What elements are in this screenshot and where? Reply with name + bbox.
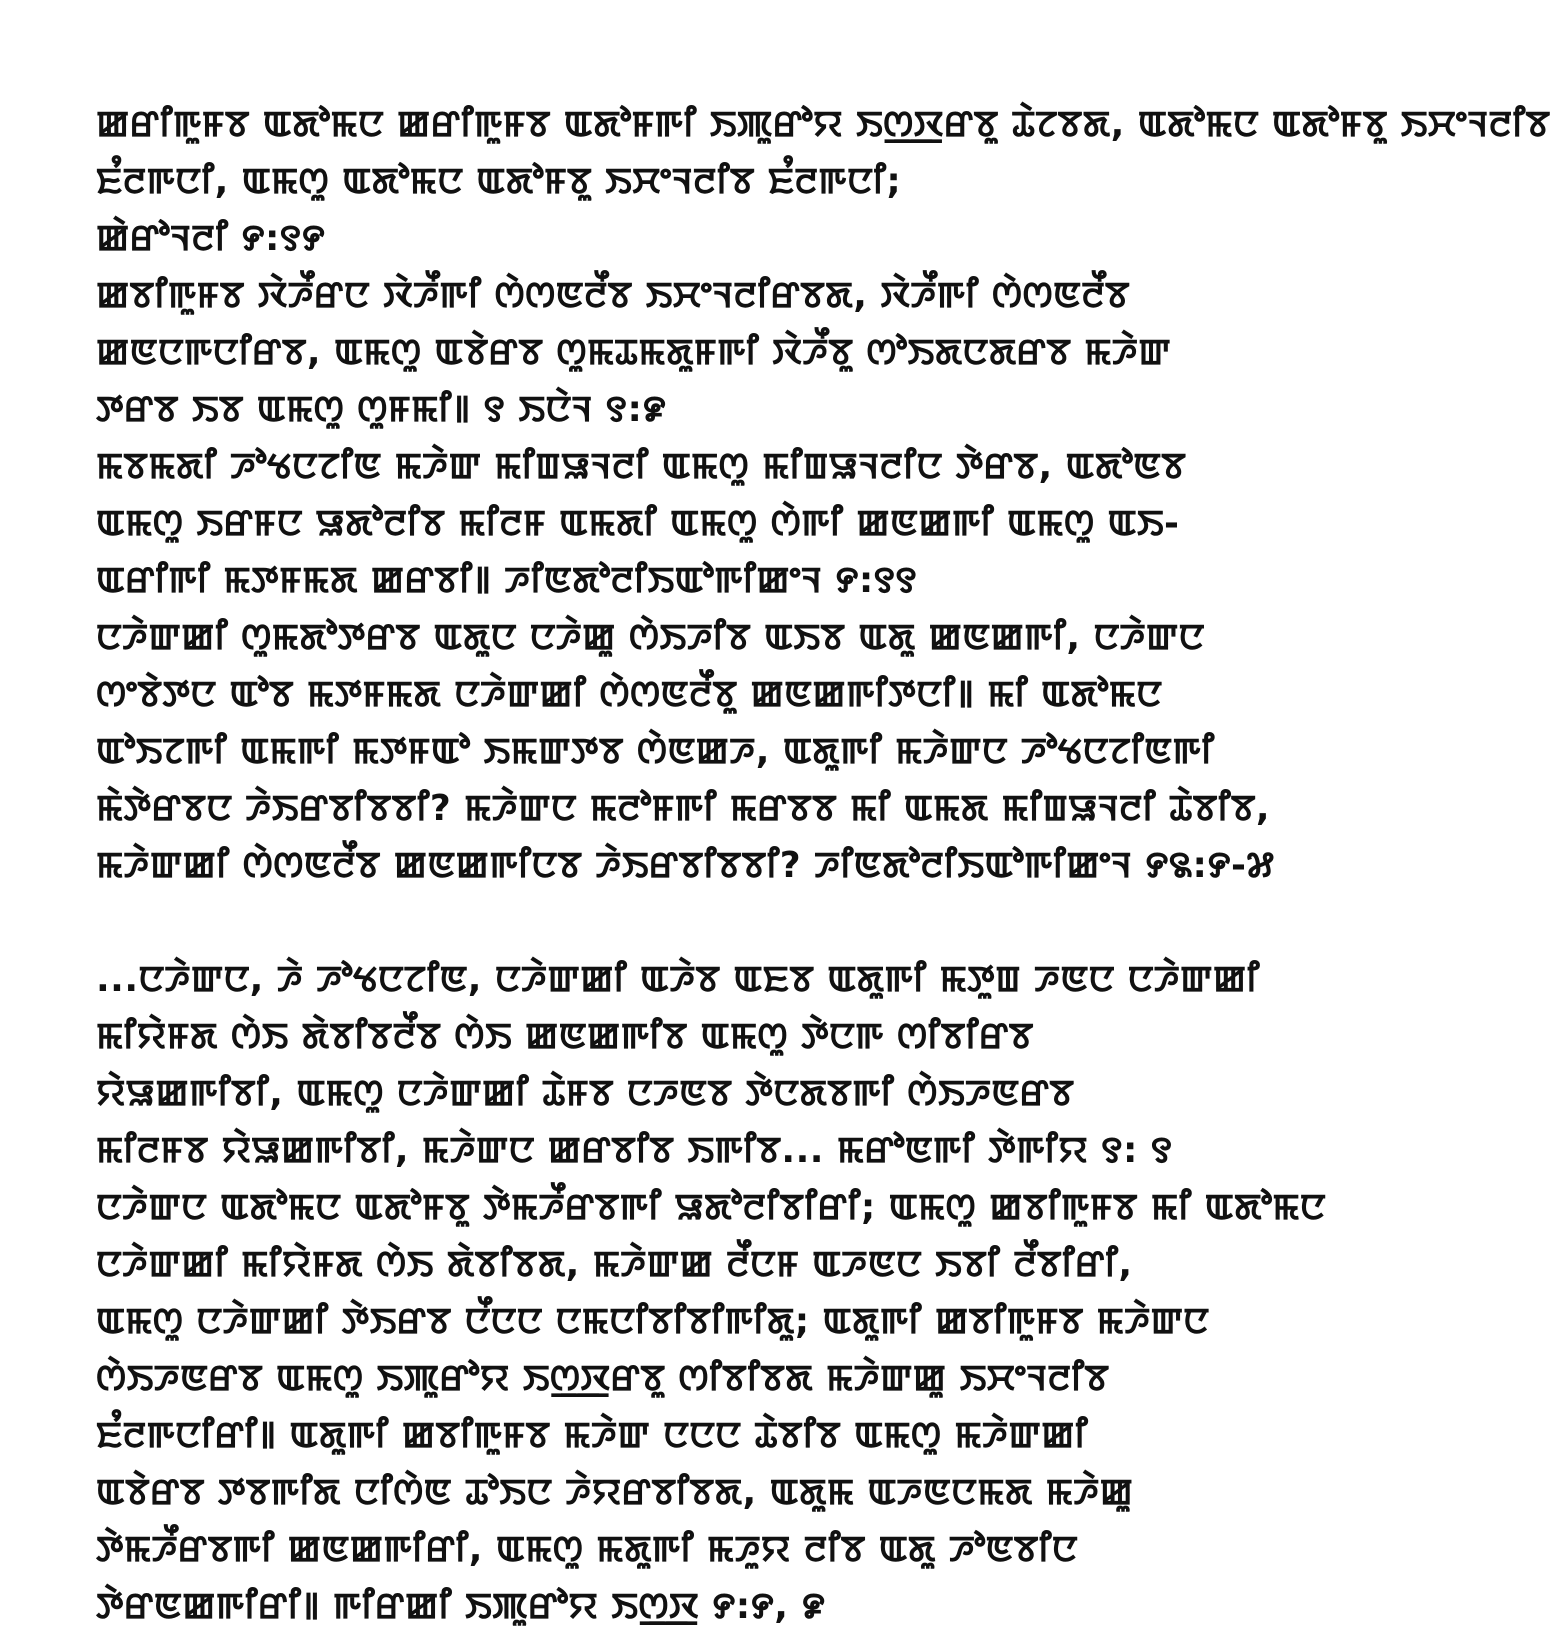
- text-line: ꯇꯥꯃꯍꯩꯔꯕꯒꯤ ꯀꯟꯀꯒꯤꯔꯤ, ꯑꯃꯁꯨ ꯃꯗꯨꯒꯤ ꯃꯍꯨꯌ ꯂꯤꯕ ꯑꯗꯨ ꯍꯣꯟꯕꯤꯅ: [96, 1529, 1078, 1570]
- text-line: ꯀꯟꯅꯒꯅꯤꯔꯕ, ꯑꯃꯁꯨ ꯑꯕꯥꯔꯕ ꯁꯨꯃꯊꯃꯗꯨꯝꯒꯤ ꯋꯥꯍꯩꯕꯨ ꯁꯣꯏꯗꯅꯗꯔꯕ ꯃꯍꯥꯛ: [96, 332, 1171, 373]
- text-line: ꯅꯍꯥꯛꯀꯤ ꯃꯤꯌꯥꯝꯗ ꯁꯥꯏ ꯗꯥꯕꯤꯕꯗ, ꯃꯍꯥꯛꯀ ꯂꯩꯅꯝ ꯑꯍꯟꯅ ꯏꯕꯤ ꯂꯩꯕꯤꯔꯤ,: [96, 1244, 1133, 1285]
- text-line: ꯃꯕꯃꯗꯤ ꯍꯣꯠꯅꯖꯤꯟ ꯃꯍꯥꯛ ꯃꯤꯡꯎꯜꯂꯤ ꯑꯃꯁꯨ ꯃꯤꯡꯎꯜꯂꯤꯅ ꯇꯥꯔꯕ, ꯑꯗꯣꯟꯕ: [96, 446, 1187, 487]
- text-line: ꯇꯔꯕ ꯏꯕ ꯑꯃꯁꯨ ꯁꯨꯝꯃꯤ꯫ ꯱ ꯏꯅꯥꯜ ꯱:꯹: [96, 389, 667, 430]
- text-line: ꯐꯪꯂꯒꯅꯤꯔꯤ꯫ ꯑꯗꯨꯒꯤ ꯀꯕꯤꯒꯨꯝꯕ ꯃꯍꯥꯛ ꯅꯅꯅ ꯊꯥꯕꯤꯕ ꯑꯃꯁꯨ ꯃꯍꯥꯛꯀꯤ: [96, 1415, 1089, 1456]
- text-line: ꯁꯥꯏꯍꯟꯔꯕ ꯑꯃꯁꯨ ꯏꯄꯨꯔꯣꯌ ꯏꯁ꯭ꯋꯔꯕꯨ ꯁꯤꯕꯤꯕꯗ ꯃꯍꯥꯛꯀꯨ ꯏꯆꯦꯜꯂꯤꯕ: [96, 1358, 1110, 1399]
- text-column: [96, 96, 1550, 1635]
- text-line: ꯑꯣꯏꯖꯒꯤ ꯑꯃꯒꯤ ꯃꯇꯝꯑꯣ ꯏꯃꯛꯇꯕ ꯁꯥꯟꯀꯍ, ꯑꯗꯨꯒꯤ ꯃꯍꯥꯛꯅ ꯍꯣꯠꯅꯖꯤꯟꯒꯤ: [96, 731, 1215, 772]
- text-line: ꯑꯔꯤꯒꯤ ꯃꯇꯝꯃꯗ ꯀꯔꯕꯤ꯫ ꯍꯤꯟꯗꯣꯂꯤꯏꯑꯣꯒꯤꯀꯦꯜ ꯸:꯱꯱: [96, 560, 918, 601]
- text-line: ꯅꯍꯥꯛꯀꯤ ꯁꯨꯃꯗꯣꯇꯔꯕ ꯑꯗꯨꯅ ꯅꯍꯥꯀꯨ ꯁꯥꯏꯍꯤꯕ ꯑꯏꯕ ꯑꯗꯨ ꯀꯟꯀꯒꯤ, ꯅꯍꯥꯛꯅ: [96, 617, 1205, 658]
- text-line: ꯁꯦꯕꯥꯇꯅ ꯑꯣꯕ ꯃꯇꯝꯃꯗ ꯅꯍꯥꯛꯀꯤ ꯁꯥꯁꯟꯂꯩꯕꯨ ꯀꯟꯀꯒꯤꯇꯅꯤ꯫ ꯃꯤ ꯑꯗꯣꯃꯅ: [96, 674, 1163, 715]
- text-line: ꯀꯔꯤꯒꯨꯝꯕ ꯑꯗꯣꯃꯅ ꯀꯔꯤꯒꯨꯝꯕ ꯑꯗꯣꯝꯒꯤ ꯏꯄꯨꯔꯣꯌ ꯏꯁ꯭ꯋꯔꯕꯨ ꯊꯥꯖꯕꯗ, ꯑꯗꯣꯃꯅ ꯑꯗꯣꯝꯕꯨ ꯏꯆꯦꯜꯂꯤꯕ: [96, 104, 1550, 145]
- text-line: ...ꯅꯍꯥꯛꯅ, ꯍꯥ ꯍꯣꯠꯅꯖꯤꯟ, ꯅꯍꯥꯛꯀꯤ ꯑꯍꯥꯕ ꯑꯐꯕ ꯑꯗꯨꯒꯤ ꯃꯇꯨꯡ ꯍꯟꯅ ꯅꯍꯥꯛꯀꯤ: [96, 959, 1260, 1000]
- text-line: ꯅꯍꯥꯛꯅ ꯑꯗꯣꯃꯅ ꯑꯗꯣꯝꯕꯨ ꯇꯥꯃꯍꯩꯔꯕꯒꯤ ꯎꯗꯣꯂꯤꯕꯤꯔꯤ; ꯑꯃꯁꯨ ꯀꯕꯤꯒꯨꯝꯕ ꯃꯤ ꯑꯗꯣꯃꯅ: [96, 1187, 1326, 1228]
- text-line: ꯌꯥꯎꯀꯒꯤꯕꯤ, ꯑꯃꯁꯨ ꯅꯍꯥꯛꯀꯤ ꯊꯥꯝꯕ ꯅꯍꯟꯕ ꯇꯥꯅꯗꯕꯒꯤ ꯁꯥꯏꯍꯟꯔꯕ: [96, 1073, 1075, 1114]
- text-line: ꯀꯕꯤꯒꯨꯝꯕ ꯋꯥꯍꯩꯔꯅ ꯋꯥꯍꯩꯒꯤ ꯁꯥꯁꯟꯂꯩꯕ ꯏꯆꯦꯜꯂꯤꯔꯕꯗ, ꯋꯥꯍꯩꯒꯤ ꯁꯥꯁꯟꯂꯩꯕ: [96, 275, 1130, 316]
- text-line: ꯀꯥꯔꯣꯜꯂꯤ ꯸:꯱꯸: [96, 218, 326, 259]
- text-line: ꯃꯤꯌꯥꯝꯗ ꯁꯥꯏ ꯗꯥꯕꯤꯕꯂꯩꯕ ꯁꯥꯏ ꯀꯟꯀꯒꯤꯕ ꯑꯃꯁꯨ ꯇꯥꯅꯒ ꯁꯤꯕꯤꯔꯕ: [96, 1016, 1034, 1057]
- text-line: ꯑꯕꯥꯔꯕ ꯇꯕꯒꯤꯗ ꯅꯤꯁꯥꯟ ꯊꯣꯏꯅ ꯍꯥꯌꯔꯕꯤꯕꯗ, ꯑꯗꯨꯃ ꯑꯍꯟꯅꯃꯗ ꯃꯍꯥꯀꯨ: [96, 1472, 1134, 1513]
- text-line: ꯇꯥꯔꯟꯀꯒꯤꯔꯤ꯫ ꯒꯤꯔꯀꯤ ꯏꯄꯨꯔꯣꯌ ꯏꯁ꯭ꯋ ꯸:꯸, ꯹: [96, 1586, 826, 1627]
- text-line: ꯐꯪꯂꯒꯅꯤ, ꯑꯃꯁꯨ ꯑꯗꯣꯃꯅ ꯑꯗꯣꯝꯕꯨ ꯏꯆꯦꯜꯂꯤꯕ ꯐꯪꯂꯒꯅꯤ;: [96, 161, 902, 202]
- paragraph-gap: [96, 894, 1186, 951]
- text-line: ꯃꯥꯇꯥꯔꯕꯅ ꯍꯥꯏꯔꯕꯤꯕꯕꯤ? ꯃꯍꯥꯛꯅ ꯃꯂꯣꯝꯒꯤ ꯃꯔꯕꯕ ꯃꯤ ꯑꯃꯗ ꯃꯤꯡꯎꯜꯂꯤ ꯊꯥꯕꯤꯕ,: [96, 788, 1271, 829]
- text-line: ꯃꯤꯂꯝꯕ ꯌꯥꯎꯀꯒꯤꯕꯤ, ꯃꯍꯥꯛꯅ ꯀꯔꯕꯤꯕ ꯏꯒꯤꯕ... ꯃꯔꯣꯟꯒꯤ ꯇꯥꯒꯤꯌ ꯱: ꯱: [96, 1130, 1173, 1171]
- text-line: ꯑꯃꯁꯨ ꯅꯍꯥꯛꯀꯤ ꯇꯥꯏꯔꯕ ꯅꯩꯅꯅ ꯅꯃꯅꯤꯕꯤꯕꯤꯒꯤꯗꯨ; ꯑꯗꯨꯒꯤ ꯀꯕꯤꯒꯨꯝꯕ ꯃꯍꯥꯛꯅ: [96, 1301, 1210, 1342]
- text-line: ꯑꯃꯁꯨ ꯏꯔꯝꯅ ꯎꯗꯣꯂꯤꯕ ꯃꯤꯂꯝ ꯑꯃꯗꯤ ꯑꯃꯁꯨ ꯁꯥꯒꯤ ꯀꯟꯀꯒꯤ ꯑꯃꯁꯨ ꯑꯏ-: [96, 503, 1180, 544]
- text-line: ꯃꯍꯥꯛꯀꯤ ꯁꯥꯁꯟꯂꯩꯕ ꯀꯟꯀꯒꯤꯅꯕ ꯍꯥꯏꯔꯕꯤꯕꯕꯤ? ꯍꯤꯟꯗꯣꯂꯤꯏꯑꯣꯒꯤꯀꯦꯜ ꯸꯲:꯸-꯷: [96, 845, 1275, 886]
